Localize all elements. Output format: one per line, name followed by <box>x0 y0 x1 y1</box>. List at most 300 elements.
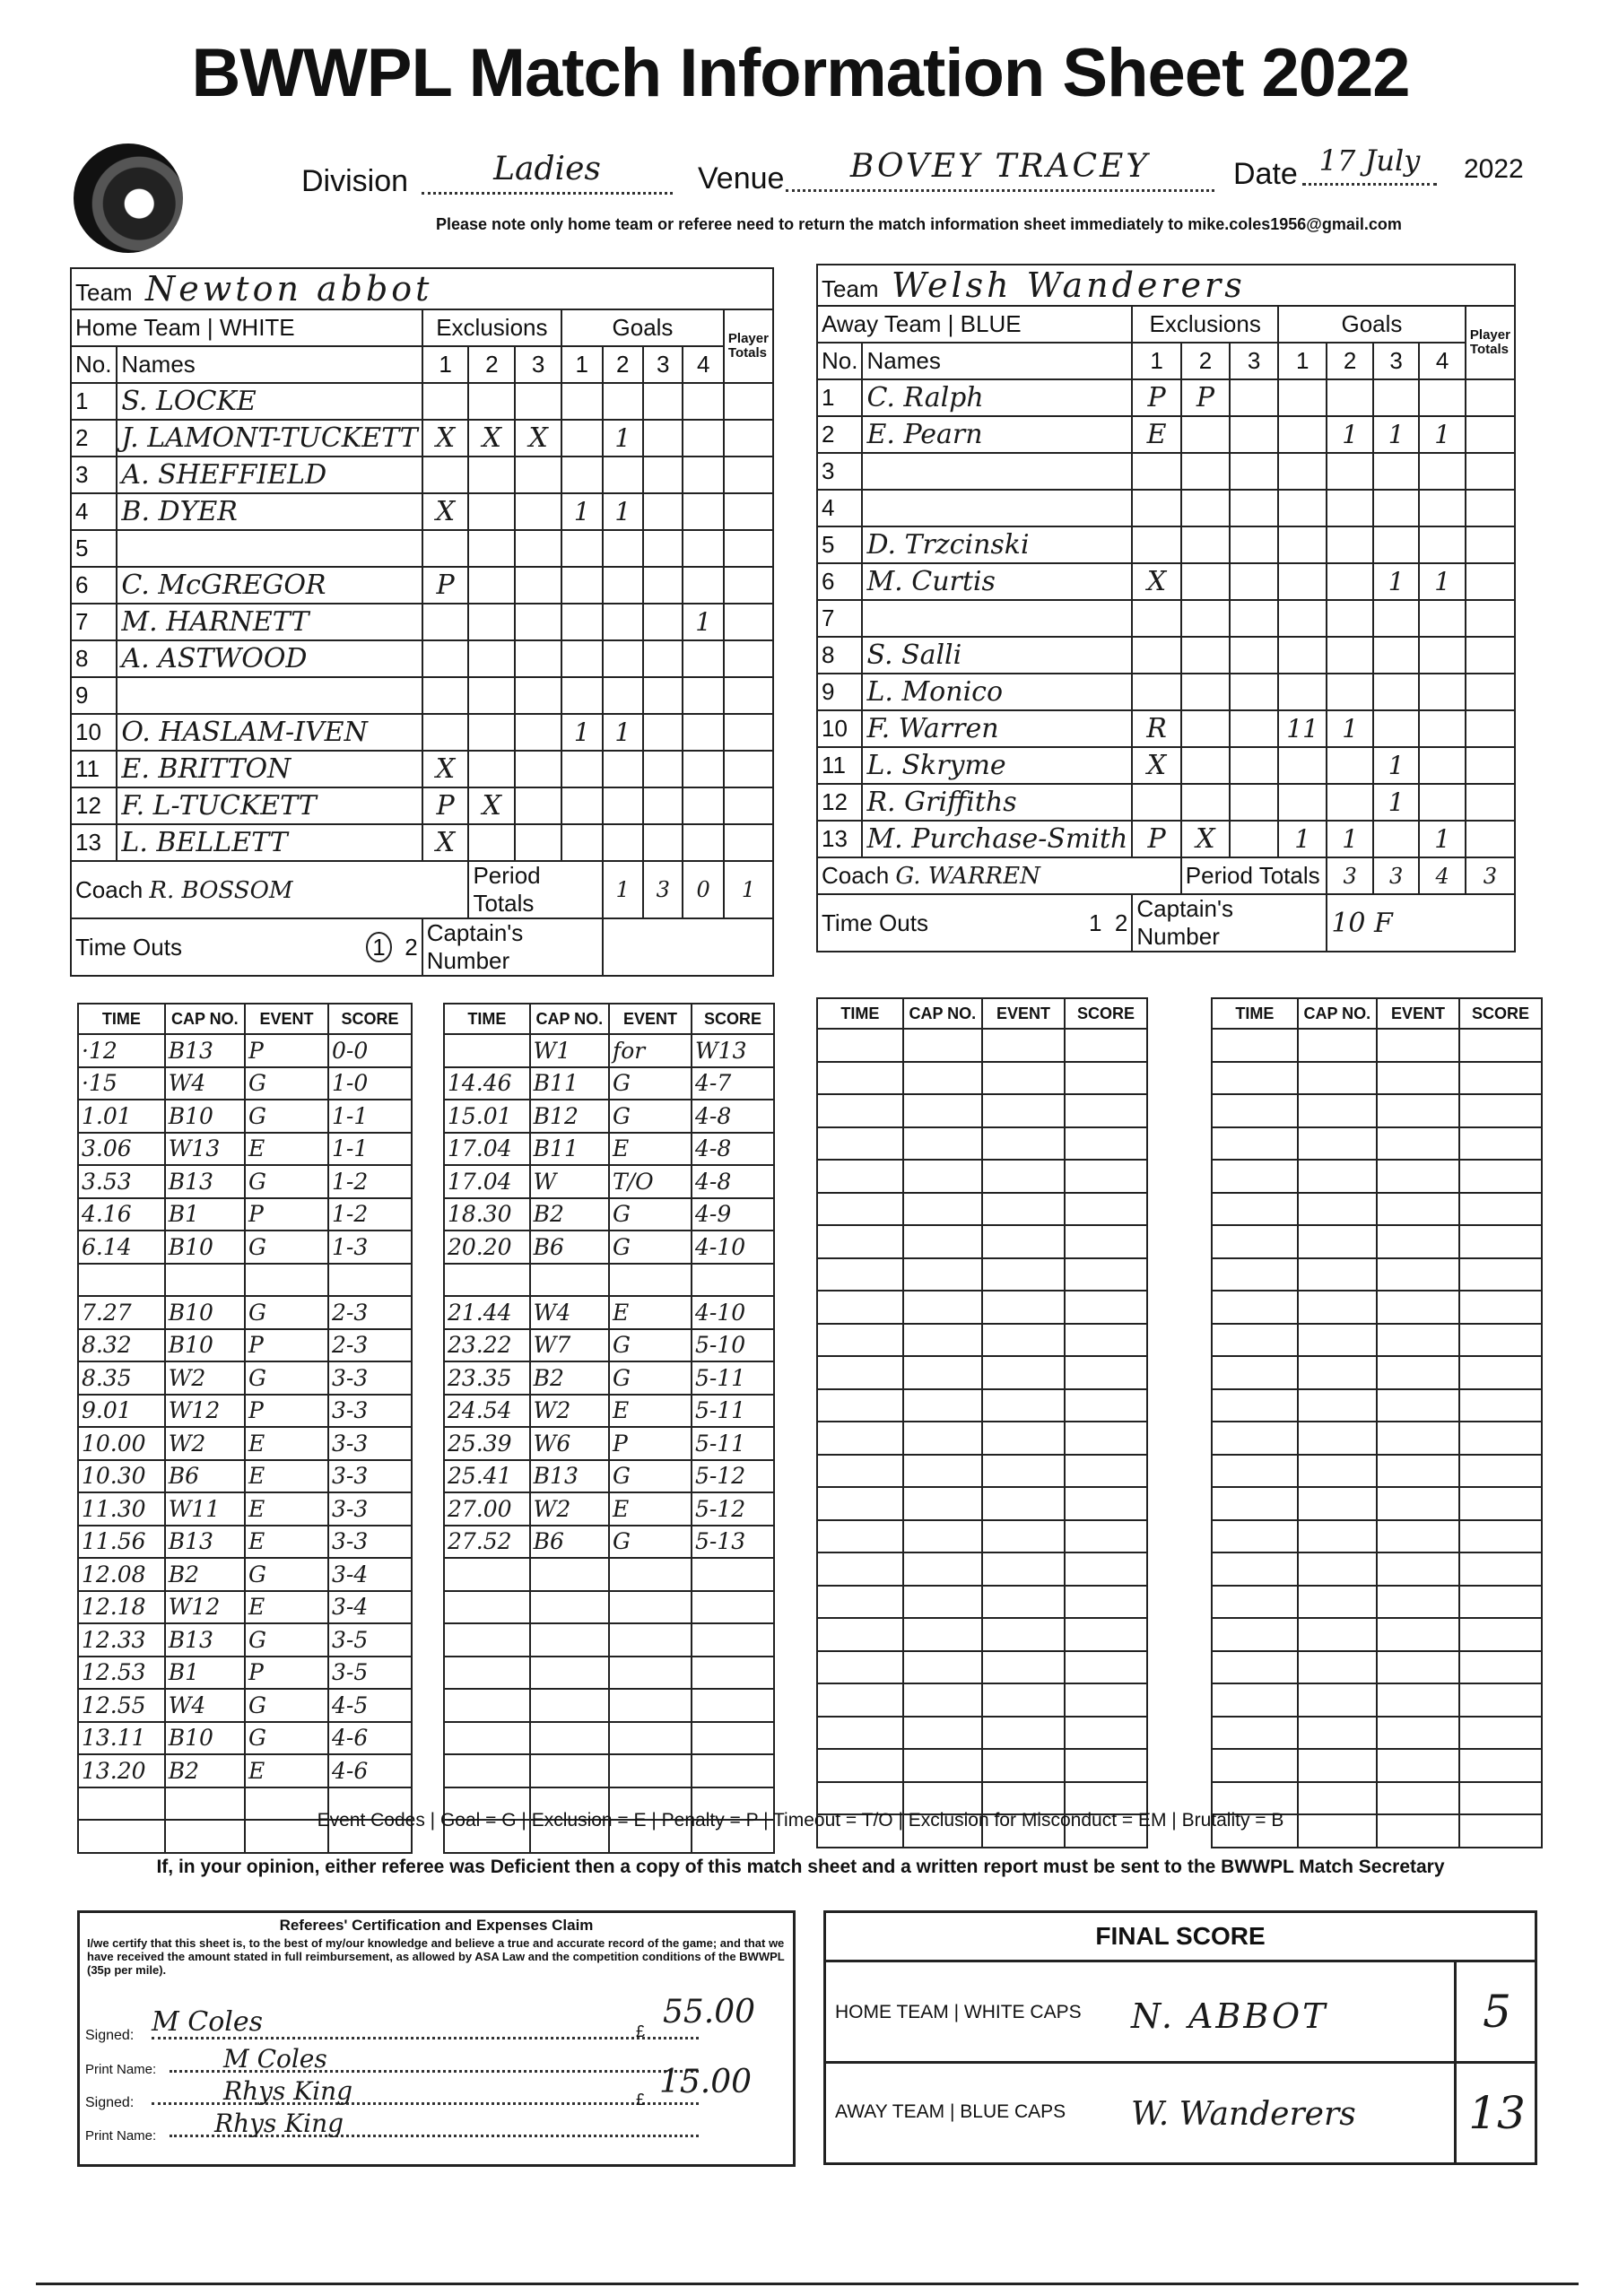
event-log-cell: 3-3 <box>328 1526 412 1559</box>
event-log-cell <box>1212 1520 1298 1553</box>
home-player-row <box>71 604 773 640</box>
event-log-row <box>1212 1651 1542 1684</box>
return-note: Please note only home team or referee need to return the match information sheet immediately to mike.coles1956@gmail.com <box>436 215 1402 233</box>
event-log-cell <box>817 1160 903 1193</box>
home-player-total <box>724 677 773 714</box>
event-log-cell: B10 <box>165 1722 245 1755</box>
away-goal-cell <box>1419 490 1466 526</box>
event-log-cell <box>1212 1389 1298 1422</box>
event-log-cell: E <box>245 1591 328 1624</box>
referee-signature-2: Rhys King <box>152 2076 699 2105</box>
event-log-cell <box>1298 1520 1377 1553</box>
away-player-row <box>817 563 1515 600</box>
home-goal-cell: 1 <box>683 604 723 640</box>
event-log-cell <box>1065 1749 1147 1782</box>
event-log-cell <box>609 1689 692 1722</box>
away-player-no: 10 <box>817 710 862 747</box>
signed-label-2: Signed: <box>85 2095 135 2110</box>
home-exclusion-cell <box>515 714 561 751</box>
away-player-no: 2 <box>817 416 862 453</box>
event-log-header: CAP NO. <box>903 998 982 1029</box>
away-goal-cell <box>1419 674 1466 710</box>
event-log-cell <box>1065 1422 1147 1455</box>
home-excl-col-header: 3 <box>515 346 561 383</box>
event-log-cell: B10 <box>165 1231 245 1264</box>
event-log-cell <box>1298 1651 1377 1684</box>
event-log-row <box>78 1067 412 1100</box>
event-log-cell: W <box>530 1165 609 1198</box>
event-log-row <box>1212 1683 1542 1717</box>
home-player-no: 10 <box>71 714 117 751</box>
home-player-row <box>71 420 773 457</box>
home-exclusion-cell <box>468 493 515 530</box>
event-log-cell <box>1377 1586 1459 1619</box>
home-exclusion-cell <box>515 530 561 567</box>
event-log-cell <box>1298 1618 1377 1651</box>
home-goal-cell <box>683 751 723 787</box>
event-log-row <box>78 1427 412 1460</box>
event-log-row <box>1212 1062 1542 1095</box>
home-goal-cell: 1 <box>561 493 602 530</box>
event-log-row <box>444 1657 774 1690</box>
home-goal-cell <box>561 567 602 604</box>
event-log-cell: P <box>245 1657 328 1690</box>
away-goal-cell <box>1373 453 1420 490</box>
away-player-total <box>1466 416 1515 453</box>
away-goal-cell <box>1278 563 1327 600</box>
division-label: Division <box>301 164 409 198</box>
final-home-score: 5 <box>1454 1962 1537 2061</box>
event-log-cell: 4-10 <box>692 1296 774 1329</box>
event-log-cell: B2 <box>530 1361 609 1395</box>
away-goal-cell <box>1373 821 1420 857</box>
event-log-cell <box>903 1291 982 1324</box>
event-log-cell: E <box>245 1460 328 1493</box>
event-log-cell: 1-1 <box>328 1133 412 1166</box>
event-log-cell: 3-3 <box>328 1427 412 1460</box>
home-exclusion-cell <box>422 714 469 751</box>
home-goal-cell: 1 <box>561 714 602 751</box>
event-log-cell <box>1377 1389 1459 1422</box>
home-player-row <box>71 677 773 714</box>
event-log-cell <box>609 1591 692 1624</box>
away-exclusion-cell <box>1181 563 1230 600</box>
event-log-row <box>1212 1618 1542 1651</box>
event-log-cell: 14.46 <box>444 1067 530 1100</box>
event-log-cell: W13 <box>692 1034 774 1067</box>
away-exclusion-cell <box>1181 784 1230 821</box>
event-log-cell: 4-5 <box>328 1689 412 1722</box>
referees-certification-box <box>77 1910 796 2167</box>
home-player-no: 5 <box>71 530 117 567</box>
away-player-total <box>1466 453 1515 490</box>
away-exclusion-cell <box>1181 453 1230 490</box>
event-log-cell: B2 <box>165 1754 245 1787</box>
event-log-cell: 6.14 <box>78 1231 165 1264</box>
event-log-row <box>817 1586 1147 1619</box>
home-goal-cell <box>643 530 683 567</box>
home-player-total <box>724 383 773 420</box>
event-log-cell: B10 <box>165 1329 245 1362</box>
home-timeout-2: 2 <box>405 933 418 961</box>
event-log-cell: 15.01 <box>444 1100 530 1133</box>
final-away-team: W. Wanderers <box>1131 2096 1356 2133</box>
event-log-cell: P <box>245 1395 328 1428</box>
event-log-cell: 1-2 <box>328 1198 412 1231</box>
event-log-cell: G <box>609 1460 692 1493</box>
event-log-cell: 4-7 <box>692 1067 774 1100</box>
away-goal-cell: 1 <box>1327 710 1373 747</box>
home-goal-col-header: 2 <box>603 346 643 383</box>
home-exclusion-cell <box>422 604 469 640</box>
home-goal-cell <box>603 567 643 604</box>
home-goal-cell <box>683 493 723 530</box>
event-log-cell <box>1212 1455 1298 1488</box>
event-log-cell <box>444 1264 530 1297</box>
away-period-totals-label: Period Totals <box>1181 857 1327 894</box>
home-player-no: 11 <box>71 751 117 787</box>
away-player-row <box>817 453 1515 490</box>
away-exclusion-cell <box>1230 379 1278 416</box>
event-log-row <box>78 1657 412 1690</box>
away-goal-cell <box>1373 710 1420 747</box>
event-log-cell: G <box>609 1526 692 1559</box>
away-goal-col-header: 2 <box>1327 343 1373 379</box>
event-log-cell <box>1212 1324 1298 1357</box>
event-log-cell <box>1298 1356 1377 1389</box>
home-player-row <box>71 824 773 861</box>
event-log-cell <box>1377 1717 1459 1750</box>
away-goal-cell: 1 <box>1373 784 1420 821</box>
event-log-cell <box>1459 1651 1542 1684</box>
event-log-cell: W4 <box>165 1067 245 1100</box>
event-log-cell: 20.20 <box>444 1231 530 1264</box>
away-goal-cell <box>1278 526 1327 563</box>
home-exclusion-cell <box>515 824 561 861</box>
event-log-row <box>817 1356 1147 1389</box>
event-log-row <box>444 1623 774 1657</box>
away-player-row <box>817 784 1515 821</box>
event-log-row <box>1212 1193 1542 1226</box>
home-player-name <box>117 530 422 567</box>
event-log-cell <box>609 1722 692 1755</box>
event-log-cell <box>982 1618 1065 1651</box>
event-log-row <box>78 1231 412 1264</box>
event-log-cell <box>1459 1356 1542 1389</box>
event-log-cell: 3-3 <box>328 1395 412 1428</box>
event-log-cell: G <box>245 1067 328 1100</box>
home-player-totals-header: Player Totals <box>724 309 773 383</box>
event-log-cell: G <box>245 1100 328 1133</box>
away-player-name: M. Purchase-Smith <box>862 821 1132 857</box>
home-excl-col-header: 1 <box>422 346 469 383</box>
away-exclusion-cell <box>1230 747 1278 784</box>
home-goal-cell <box>603 383 643 420</box>
event-log-cell <box>1377 1029 1459 1062</box>
away-team-table <box>816 264 1516 952</box>
event-log-cell: W2 <box>530 1492 609 1526</box>
home-coach-label: Coach <box>75 875 144 903</box>
away-player-name <box>862 453 1132 490</box>
event-log-cell <box>444 1591 530 1624</box>
event-log-cell <box>982 1160 1065 1193</box>
event-log-cell: 1-0 <box>328 1067 412 1100</box>
event-log-cell <box>444 1558 530 1591</box>
event-log-cell: ·15 <box>78 1067 165 1100</box>
event-log-cell <box>1212 1291 1298 1324</box>
away-exclusion-cell <box>1132 637 1180 674</box>
away-goal-cell <box>1327 563 1373 600</box>
away-player-row <box>817 490 1515 526</box>
signed-label-1: Signed: <box>85 2028 135 2043</box>
home-goal-cell <box>603 604 643 640</box>
away-goal-cell <box>1419 600 1466 637</box>
event-log-cell: 25.39 <box>444 1427 530 1460</box>
home-exclusion-cell <box>515 457 561 493</box>
event-log-cell <box>1298 1389 1377 1422</box>
away-period-total: 3 <box>1327 857 1373 894</box>
home-exclusion-cell <box>422 383 469 420</box>
home-player-no: 4 <box>71 493 117 530</box>
event-log-cell <box>903 1356 982 1389</box>
event-log-cell <box>1459 1749 1542 1782</box>
home-excl-col-header: 2 <box>468 346 515 383</box>
event-log-cell <box>1459 1520 1542 1553</box>
event-log-cell <box>817 1749 903 1782</box>
event-log-header: TIME <box>817 998 903 1029</box>
home-exclusion-cell: X <box>422 751 469 787</box>
event-log-cell <box>982 1324 1065 1357</box>
event-log-cell: E <box>245 1427 328 1460</box>
event-log-cell: 10.00 <box>78 1427 165 1460</box>
away-coach-name: G. WARREN <box>895 863 1040 890</box>
event-log-row <box>444 1329 774 1362</box>
event-log-table <box>1211 997 1543 1848</box>
away-player-no: 12 <box>817 784 862 821</box>
event-log-cell <box>1298 1455 1377 1488</box>
event-log-cell: 2-3 <box>328 1329 412 1362</box>
home-player-name: M. HARNETT <box>117 604 422 640</box>
home-goal-cell <box>683 677 723 714</box>
event-log-cell <box>1377 1324 1459 1357</box>
event-log-cell <box>1459 1552 1542 1586</box>
away-excl-col-header: 2 <box>1181 343 1230 379</box>
event-log-cell: 9.01 <box>78 1395 165 1428</box>
event-log-header: TIME <box>444 1004 530 1034</box>
event-log-row <box>444 1100 774 1133</box>
event-log-cell <box>817 1520 903 1553</box>
date-label: Date <box>1233 157 1298 191</box>
away-exclusion-cell: X <box>1132 747 1180 784</box>
event-log-row <box>78 1395 412 1428</box>
event-log-cell: 0-0 <box>328 1034 412 1067</box>
away-exclusion-cell: R <box>1132 710 1180 747</box>
home-goal-cell <box>643 714 683 751</box>
event-log-row <box>1212 1127 1542 1161</box>
away-goal-cell <box>1419 453 1466 490</box>
event-log-header: CAP NO. <box>165 1004 245 1034</box>
event-log-header: CAP NO. <box>530 1004 609 1034</box>
event-log-cell <box>1459 1193 1542 1226</box>
event-log-cell: 5-13 <box>692 1526 774 1559</box>
event-log-cell <box>903 1651 982 1684</box>
event-log-header: SCORE <box>692 1004 774 1034</box>
event-log-cell <box>165 1264 245 1297</box>
away-goal-cell <box>1278 600 1327 637</box>
event-log-cell <box>1298 1029 1377 1062</box>
home-exclusion-cell <box>468 457 515 493</box>
event-log-cell <box>1065 1389 1147 1422</box>
home-coach-name: R. BOSSOM <box>149 876 293 904</box>
home-exclusion-cell <box>515 567 561 604</box>
home-player-total <box>724 567 773 604</box>
event-log-cell <box>609 1754 692 1787</box>
away-exclusion-cell <box>1132 784 1180 821</box>
event-log-row <box>1212 1520 1542 1553</box>
away-player-total <box>1466 490 1515 526</box>
away-goal-cell <box>1278 784 1327 821</box>
event-log-cell <box>903 1258 982 1292</box>
event-log-cell <box>1065 1062 1147 1095</box>
away-player-total <box>1466 710 1515 747</box>
event-log-cell <box>903 1324 982 1357</box>
event-log-cell: 4-6 <box>328 1722 412 1755</box>
event-log-table <box>77 1003 413 1854</box>
final-home-label: HOME TEAM | WHITE CAPS <box>835 2002 1082 2022</box>
event-log-cell: 5-11 <box>692 1427 774 1460</box>
event-log-cell: B10 <box>165 1100 245 1133</box>
event-log-row <box>78 1689 412 1722</box>
event-log-cell <box>982 1062 1065 1095</box>
away-player-name: L. Monico <box>862 674 1132 710</box>
home-player-name <box>117 677 422 714</box>
event-log-row <box>1212 1422 1542 1455</box>
away-exclusion-cell: E <box>1132 416 1180 453</box>
event-log-row <box>1212 1586 1542 1619</box>
event-log-row <box>1212 1324 1542 1357</box>
event-log-cell <box>1298 1552 1377 1586</box>
away-period-total: 4 <box>1419 857 1466 894</box>
event-log-cell: 27.52 <box>444 1526 530 1559</box>
event-log-cell <box>982 1651 1065 1684</box>
event-log-cell <box>609 1264 692 1297</box>
event-log-cell: 1-2 <box>328 1165 412 1198</box>
home-player-row <box>71 567 773 604</box>
event-log-cell <box>1459 1618 1542 1651</box>
event-log-cell <box>817 1356 903 1389</box>
home-period-total: 3 <box>643 861 683 918</box>
event-log-cell <box>444 1034 530 1067</box>
event-log-cell <box>1212 1552 1298 1586</box>
event-log-cell <box>982 1552 1065 1586</box>
event-log-row <box>817 1324 1147 1357</box>
away-player-no: 7 <box>817 600 862 637</box>
event-log-cell <box>903 1618 982 1651</box>
event-log-row <box>1212 1487 1542 1520</box>
event-log-cell <box>817 1094 903 1127</box>
home-goal-cell <box>643 677 683 714</box>
event-log-cell: 7.27 <box>78 1296 165 1329</box>
home-goal-cell <box>561 457 602 493</box>
event-log-cell: 3-3 <box>328 1492 412 1526</box>
home-player-name: A. ASTWOOD <box>117 640 422 677</box>
home-exclusion-cell <box>468 567 515 604</box>
event-log-cell: W11 <box>165 1492 245 1526</box>
currency-1: £ <box>636 2022 646 2040</box>
home-exclusions-header: Exclusions <box>422 309 561 346</box>
home-exclusion-cell: X <box>422 493 469 530</box>
home-goal-cell <box>561 604 602 640</box>
home-goal-cell <box>643 604 683 640</box>
away-captain-label: Captain's Number <box>1132 894 1327 952</box>
event-log-row <box>444 1361 774 1395</box>
event-log-cell <box>903 1127 982 1161</box>
event-log-row <box>444 1492 774 1526</box>
event-log-row <box>78 1100 412 1133</box>
home-player-no: 7 <box>71 604 117 640</box>
home-player-row <box>71 493 773 530</box>
home-goal-col-header: 1 <box>561 346 602 383</box>
event-log-row <box>444 1034 774 1067</box>
home-player-no: 1 <box>71 383 117 420</box>
event-log-cell <box>1377 1520 1459 1553</box>
event-log-cell <box>1065 1094 1147 1127</box>
event-log-row <box>817 1487 1147 1520</box>
away-player-no: 11 <box>817 747 862 784</box>
event-log-cell <box>1212 1618 1298 1651</box>
event-log-cell: 4-6 <box>328 1754 412 1787</box>
away-goal-cell <box>1327 379 1373 416</box>
event-log-cell <box>982 1586 1065 1619</box>
home-goal-cell <box>561 640 602 677</box>
final-score-box <box>823 1910 1537 2165</box>
event-log-cell: G <box>609 1100 692 1133</box>
event-log-cell: E <box>609 1492 692 1526</box>
event-log-cell: 3-5 <box>328 1623 412 1657</box>
event-log-cell <box>1377 1455 1459 1488</box>
away-coach-label: Coach <box>822 862 890 889</box>
away-timeouts-label: Time Outs <box>822 909 928 936</box>
event-log-row <box>1212 1455 1542 1488</box>
event-log-cell <box>982 1094 1065 1127</box>
event-log-cell <box>1212 1683 1298 1717</box>
event-log-cell: 12.08 <box>78 1558 165 1591</box>
event-log-cell: 4-8 <box>692 1100 774 1133</box>
home-player-no: 12 <box>71 787 117 824</box>
home-goal-cell <box>561 530 602 567</box>
event-log-cell: 4.16 <box>78 1198 165 1231</box>
event-log-cell <box>1377 1127 1459 1161</box>
event-log-cell <box>444 1754 530 1787</box>
final-home-row <box>826 1962 1535 2064</box>
event-log-cell: W6 <box>530 1427 609 1460</box>
event-log-cell: W7 <box>530 1329 609 1362</box>
away-player-name: F. Warren <box>862 710 1132 747</box>
home-exclusion-cell <box>422 640 469 677</box>
event-log-cell: 3-4 <box>328 1591 412 1624</box>
event-log-row <box>1212 1291 1542 1324</box>
event-log-cell <box>1459 1160 1542 1193</box>
home-goal-cell <box>683 383 723 420</box>
home-player-row <box>71 714 773 751</box>
away-exclusion-cell <box>1132 674 1180 710</box>
away-player-row <box>817 747 1515 784</box>
event-log-cell <box>982 1356 1065 1389</box>
home-player-total <box>724 640 773 677</box>
event-log-cell <box>903 1062 982 1095</box>
event-log-cell <box>1065 1683 1147 1717</box>
home-player-no: 8 <box>71 640 117 677</box>
